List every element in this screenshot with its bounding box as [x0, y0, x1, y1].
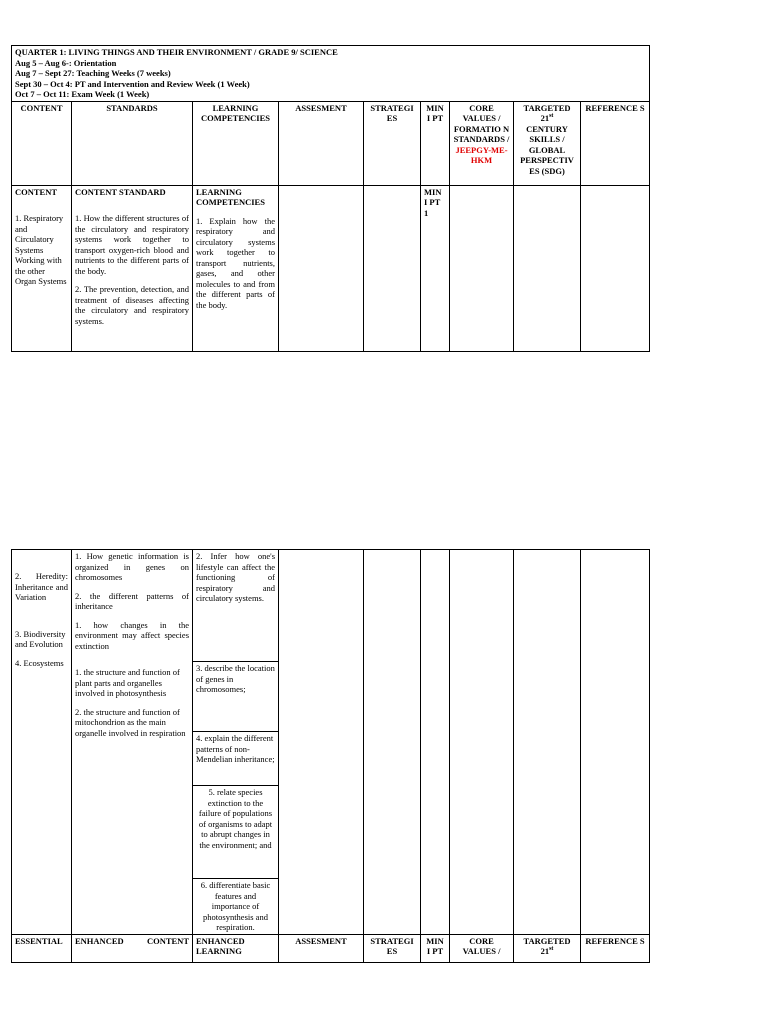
strategies-cell [364, 550, 421, 935]
standard-item: 1. How the different structures of the circulatory and respiratory systems work together to transport oxygen-rich blood and nutrients to the different parts of the body. [75, 213, 189, 276]
targeted-skills-cell [514, 185, 581, 351]
assessment-cell [279, 185, 364, 351]
learning-cell: 5. relate species extinction to the failure of populations of organisms to adapt to abrupt changes in the environment; and [193, 786, 279, 879]
footer-targeted [514, 934, 581, 962]
header-strategies: STRATEGI ES [364, 101, 421, 185]
strategies-cell [364, 185, 421, 351]
core-values-label: CORE VALUES / FORMATIO N STANDARDS / [453, 102, 510, 144]
targeted-label: TARGETED 21 [523, 935, 571, 956]
title-line: Aug 7 – Sept 27: Teaching Weeks (7 weeks) [15, 68, 171, 78]
references-cell [581, 550, 650, 935]
content-label: CONTENT [15, 186, 58, 197]
core-values-cell [450, 550, 514, 935]
learning-cell: 6. differentiate basic features and importance of photosynthesis and respiration. [193, 879, 279, 935]
targeted-label-rest: CENTURY SKILLS / GLOBAL PERSPECTIV ES (SDG) [520, 123, 574, 176]
learning-cell: 2. Infer how one's lifestyle can affect the functioning of respiratory and circulatory systems. [193, 550, 279, 662]
content-item: 1. Respiratory and Circulatory Systems Working with the other Organ Systems [15, 213, 67, 286]
learning-cell: 3. describe the location of genes in chromosomes; [193, 662, 279, 732]
standards-cell [72, 185, 193, 351]
content-item: 3. Biodiversity and Evolution [15, 628, 66, 649]
footer-essential: ESSENTIAL [12, 934, 72, 962]
title-line: Sept 30 – Oct 4: PT and Intervention and Review Week (1 Week) [15, 78, 250, 89]
header-standards: STANDARDS [72, 101, 193, 185]
learning-label: LEARNING COMPETENCIES [196, 186, 265, 207]
core-values-cell [450, 185, 514, 351]
header-learning-competencies: LEARNING COMPETENCIES [193, 101, 279, 185]
targeted-label: TARGETED 21 [523, 102, 571, 123]
title-line: QUARTER 1: LIVING THINGS AND THEIR ENVIRONMENT / GRADE 9/ SCIENCE [15, 47, 338, 57]
header-references: REFERENCE S [581, 101, 650, 185]
targeted-sup: st [549, 113, 554, 120]
references-cell [581, 185, 650, 351]
footer-core-values: CORE VALUES / [450, 934, 514, 962]
content-cell [12, 185, 72, 351]
footer-enhanced-content: ENHANCED CONTENT [72, 934, 193, 962]
header-assessment: ASSESMENT [279, 101, 364, 185]
header-core-values [450, 101, 514, 185]
content-item: 4. Ecosystems [15, 657, 64, 668]
assessment-cell [279, 550, 364, 935]
standard-item: 1. How genetic information is organized in genes on chromosomes [75, 551, 189, 582]
standard-item: 1. the structure and function of plant parts and organelles involved in photosynthesis [75, 667, 180, 698]
core-values-code: JEEPGY-ME-HKM [455, 144, 508, 165]
targeted-sup: st [549, 946, 554, 953]
title-line: Aug 5 – Aug 6-: Orientation [15, 57, 117, 68]
learning-cell [193, 185, 279, 351]
mini-pt-cell: MIN I PT 1 [421, 185, 450, 351]
header-content: CONTENT [12, 101, 72, 185]
content-cell [12, 550, 72, 935]
standard-label: CONTENT STANDARD [75, 186, 166, 197]
mini-pt-cell [421, 550, 450, 935]
header-mini-pt: MIN I PT [421, 101, 450, 185]
learning-item: 1. Explain how the respiratory and circulatory systems work together to transport nutrients, gases, and other molecules to and from the different parts of the body. [196, 215, 275, 310]
footer-assessment: ASSESMENT [279, 934, 364, 962]
footer-mini-pt: MIN I PT [421, 934, 450, 962]
title-line: Oct 7 – Oct 11: Exam Week (1 Week) [15, 89, 150, 99]
quarter-title [12, 46, 650, 102]
curriculum-table-1 [11, 45, 650, 352]
targeted-skills-cell [514, 550, 581, 935]
standard-item: 2. the different patterns of inheritance [75, 590, 189, 611]
curriculum-table-2 [11, 549, 650, 963]
footer-enhanced-learning: ENHANCED LEARNING [193, 934, 279, 962]
content-item: 2. Heredity: Inheritance and Variation [15, 571, 68, 602]
footer-strategies: STRATEGI ES [364, 934, 421, 962]
footer-references: REFERENCE S [581, 934, 650, 962]
standard-item: 1. how changes in the environment may affect species extinction [75, 619, 189, 651]
standard-item: 2. the structure and function of mitochondrion as the main organelle involved in respiration [75, 706, 186, 738]
learning-cell: 4. explain the different patterns of non-Mendelian inheritance; [193, 732, 279, 786]
standards-cell [72, 550, 193, 935]
standard-item: 2. The prevention, detection, and treatment of diseases affecting the circulatory and respiratory systems. [75, 284, 189, 326]
header-targeted-skills [514, 101, 581, 185]
